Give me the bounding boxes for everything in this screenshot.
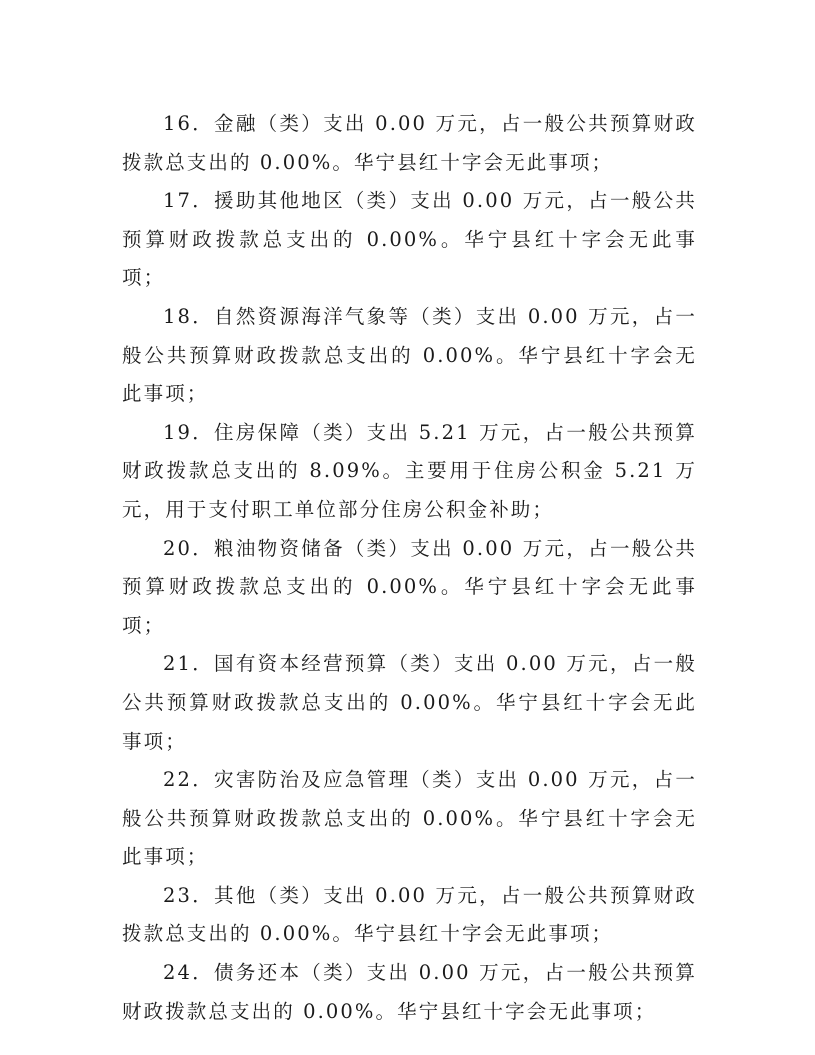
paragraph-23: 23．其他（类）支出 0.00 万元，占一般公共预算财政拨款总支出的 0.00%。华宁县红十字会无此事项； (122, 883, 697, 946)
document-body (122, 105, 697, 1031)
paragraph-18: 18．自然资源海洋气象等（类）支出 0.00 万元，占一般公共预算财政拨款总支出的 0.00%。华宁县红十字会无此事项； (122, 304, 697, 406)
paragraph-20: 20．粮油物资储备（类）支出 0.00 万元，占一般公共预算财政拨款总支出的 0.00%。华宁县红十字会无此事项； (122, 536, 697, 637)
paragraph-17: 17．援助其他地区（类）支出 0.00 万元，占一般公共预算财政拨款总支出的 0.00%。华宁县红十字会无此事项； (122, 189, 697, 290)
paragraph-24: 24．债务还本（类）支出 0.00 万元，占一般公共预算财政拨款总支出的 0.00%。华宁县红十字会无此事项； (122, 961, 697, 1023)
paragraph-21: 21．国有资本经营预算（类）支出 0.00 万元，占一般公共预算财政拨款总支出的 0.00%。华宁县红十字会无此事项； (122, 652, 697, 753)
paragraph-22: 22．灾害防治及应急管理（类）支出 0.00 万元，占一般公共预算财政拨款总支出的 0.00%。华宁县红十字会无此事项； (122, 768, 697, 869)
paragraph-19: 19．住房保障（类）支出 5.21 万元，占一般公共预算财政拨款总支出的 8.09%。主要用于住房公积金 5.21 万元，用于支付职工单位部分住房公积金补助； (122, 420, 697, 521)
paragraph-16: 16．金融（类）支出 0.00 万元，占一般公共预算财政拨款总支出的 0.00%。华宁县红十字会无此事项； (122, 112, 697, 174)
